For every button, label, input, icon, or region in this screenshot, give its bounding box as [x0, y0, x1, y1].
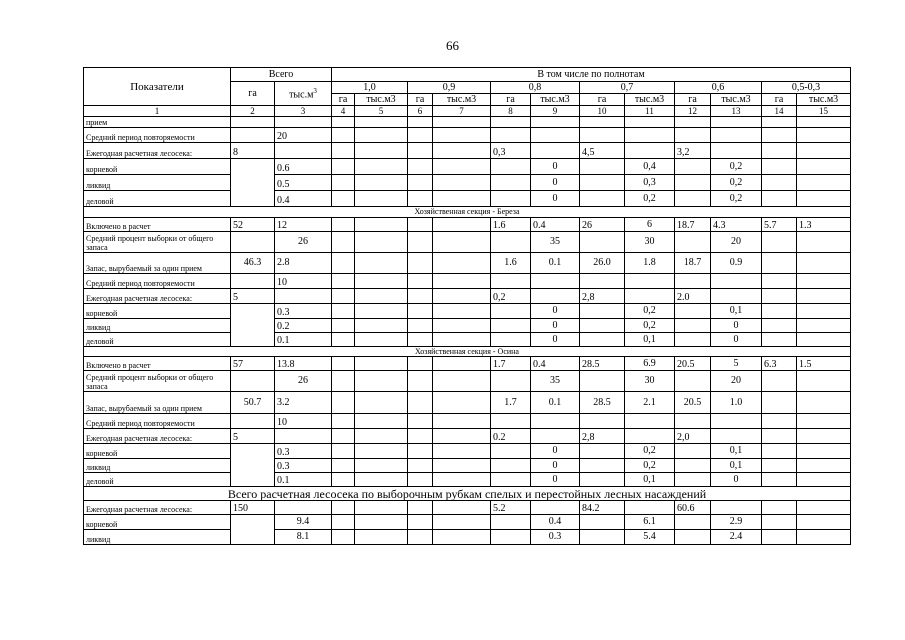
table-row — [84, 143, 851, 159]
table-row — [84, 501, 851, 515]
cell: 0,4 — [625, 159, 675, 175]
cell: 5.2 — [491, 501, 531, 515]
table-row — [84, 414, 851, 429]
subheader-ha: га — [408, 94, 433, 106]
row-label: деловой — [84, 473, 231, 487]
cell: 2.9 — [711, 515, 762, 530]
cell: 0 — [711, 319, 762, 333]
column-number: 15 — [797, 106, 851, 117]
cell: 0 — [531, 444, 580, 459]
row-label: Ежегодная расчетная лесосека: — [84, 501, 231, 515]
row-label: Запас, вырубаемый за один прием — [84, 392, 231, 414]
cell: 0,1 — [625, 333, 675, 347]
cell: 50.7 — [231, 392, 275, 414]
cell: 57 — [231, 357, 275, 371]
cell: 18.7 — [675, 253, 711, 274]
cell: 1.6 — [491, 253, 531, 274]
cell: 0,2 — [625, 191, 675, 207]
cell: 0.1 — [531, 253, 580, 274]
cell: 0,1 — [625, 473, 675, 487]
cell: 10 — [275, 274, 332, 289]
cell: 0,2 — [711, 159, 762, 175]
header-density-4: 0,7 — [580, 82, 675, 94]
cell: 4.3 — [711, 218, 762, 232]
cell: 12 — [275, 218, 332, 232]
header-density-1: 1,0 — [332, 82, 408, 94]
cell: 0.2 — [275, 319, 332, 333]
table-row — [84, 117, 851, 128]
cell: 0 — [711, 473, 762, 487]
table-row — [84, 289, 851, 304]
subheader-ha: га — [332, 94, 355, 106]
cell: 0,2 — [625, 459, 675, 473]
cell: 9.4 — [275, 515, 332, 530]
cell: 1.7 — [491, 392, 531, 414]
cell: 52 — [231, 218, 275, 232]
table-row — [84, 473, 851, 487]
column-number: 10 — [580, 106, 625, 117]
cell: 0.4 — [531, 218, 580, 232]
column-number: 8 — [491, 106, 531, 117]
cell: 2.0 — [675, 289, 711, 304]
cell: 2.8 — [275, 253, 332, 274]
cell: 0 — [531, 459, 580, 473]
cell: 0,1 — [711, 444, 762, 459]
cell: 0.1 — [275, 473, 332, 487]
subheader-m3: тыс.м3 — [433, 94, 491, 106]
column-number: 9 — [531, 106, 580, 117]
cell: 84.2 — [580, 501, 625, 515]
cell: 0 — [531, 175, 580, 191]
cell: 1.8 — [625, 253, 675, 274]
cell: 3,2 — [675, 143, 711, 159]
table-row — [84, 333, 851, 347]
cell: 0 — [711, 333, 762, 347]
subheader-ha: га — [675, 94, 711, 106]
section-title-aspen: Хозяйственная секция - Осина — [84, 347, 851, 357]
cell: 3.2 — [275, 392, 332, 414]
column-number: 1 — [84, 106, 231, 117]
row-label: Средний период повторяемости — [84, 128, 231, 143]
cell: 2,0 — [675, 429, 711, 444]
cell: 6.3 — [762, 357, 797, 371]
subheader-ha: га — [491, 94, 531, 106]
table-row — [84, 218, 851, 232]
cell: 0.9 — [711, 253, 762, 274]
cell: 30 — [625, 232, 675, 253]
table-row — [84, 128, 851, 143]
cell: 2,8 — [580, 429, 625, 444]
cell: 30 — [625, 371, 675, 392]
header-density-3: 0,8 — [491, 82, 580, 94]
subheader-m3: тыс.м3 — [625, 94, 675, 106]
row-label: Средний процент выборки от общего запаса — [84, 232, 231, 253]
cell: 0.3 — [275, 444, 332, 459]
row-label: ликвид — [84, 319, 231, 333]
header-indicators: Показатели — [84, 68, 231, 106]
row-label: Включено в расчет — [84, 218, 231, 232]
subheader-m3: тыс.м3 — [531, 94, 580, 106]
row-label: ликвид — [84, 459, 231, 473]
row-label: деловой — [84, 333, 231, 347]
row-label: Средний период повторяемости — [84, 414, 231, 429]
cell: 26 — [275, 371, 332, 392]
cell: 6.9 — [625, 357, 675, 371]
cell: 1.5 — [797, 357, 851, 371]
header-density-6: 0,5-0,3 — [762, 82, 851, 94]
cell: 1.3 — [797, 218, 851, 232]
row-label: корневой — [84, 515, 231, 530]
cell: 0.5 — [275, 175, 332, 191]
table-row — [84, 459, 851, 473]
cell: 26 — [275, 232, 332, 253]
cell: 0.2 — [491, 429, 531, 444]
row-label: прием — [84, 117, 231, 128]
cell: 26.0 — [580, 253, 625, 274]
cell: 35 — [531, 232, 580, 253]
subheader-ha: га — [580, 94, 625, 106]
cell: 0.6 — [275, 159, 332, 175]
row-label: Запас, вырубаемый за один прием — [84, 253, 231, 274]
table-row — [84, 371, 851, 392]
column-number: 5 — [355, 106, 408, 117]
column-number: 7 — [433, 106, 491, 117]
table-row — [84, 530, 851, 545]
table-row — [84, 159, 851, 175]
cell: 0.4 — [531, 357, 580, 371]
cell: 6.1 — [625, 515, 675, 530]
table-row — [84, 304, 851, 319]
cell: 0,2 — [711, 175, 762, 191]
column-number: 13 — [711, 106, 762, 117]
cell: 28.5 — [580, 392, 625, 414]
table-row — [84, 232, 851, 253]
cell: 26 — [580, 218, 625, 232]
cell: 4,5 — [580, 143, 625, 159]
column-number: 3 — [275, 106, 332, 117]
cell: 20 — [711, 371, 762, 392]
cell: 150 — [231, 501, 275, 515]
cell: 2,8 — [580, 289, 625, 304]
cell: 0.1 — [531, 392, 580, 414]
cell: 0,2 — [625, 319, 675, 333]
table-row — [84, 392, 851, 414]
cell: 1.0 — [711, 392, 762, 414]
column-number: 4 — [332, 106, 355, 117]
row-label: деловой — [84, 191, 231, 207]
row-label: Средний период повторяемости — [84, 274, 231, 289]
cell: 0,1 — [711, 304, 762, 319]
table-row — [84, 515, 851, 530]
subheader-m3: тыс.м3 — [355, 94, 408, 106]
column-number: 12 — [675, 106, 711, 117]
cell: 35 — [531, 371, 580, 392]
cell: 8.1 — [275, 530, 332, 545]
column-number: 14 — [762, 106, 797, 117]
cell: 0.4 — [531, 515, 580, 530]
subheader-m3: тыс.м3 — [711, 94, 762, 106]
cell: 6 — [625, 218, 675, 232]
header-ha: га — [231, 82, 275, 106]
cell: 0,2 — [491, 289, 531, 304]
section-title-birch: Хозяйственная секция - Береза — [84, 207, 851, 218]
table-row — [84, 357, 851, 371]
header-density-2: 0,9 — [408, 82, 491, 94]
cell: 0.3 — [531, 530, 580, 545]
cell: 46.3 — [231, 253, 275, 274]
cell: 0.4 — [275, 191, 332, 207]
column-number: 6 — [408, 106, 433, 117]
row-label: ликвид — [84, 175, 231, 191]
cell: 0 — [531, 333, 580, 347]
cell: 0 — [531, 159, 580, 175]
row-label: Ежегодная расчетная лесосека: — [84, 143, 231, 159]
table-row — [84, 429, 851, 444]
cell: 0,3 — [491, 143, 531, 159]
cell: 18.7 — [675, 218, 711, 232]
page-number: 66 — [446, 38, 459, 53]
cell: 20 — [711, 232, 762, 253]
cell: 2.4 — [711, 530, 762, 545]
cell: 0,2 — [711, 191, 762, 207]
cell: 0,3 — [625, 175, 675, 191]
cell: 13.8 — [275, 357, 332, 371]
column-number: 11 — [625, 106, 675, 117]
row-label: Средний процент выборки от общего запаса — [84, 371, 231, 392]
cell: 20.5 — [675, 357, 711, 371]
table-row — [84, 444, 851, 459]
row-label: корневой — [84, 444, 231, 459]
cell: 5.7 — [762, 218, 797, 232]
row-label: корневой — [84, 304, 231, 319]
cell: 5.4 — [625, 530, 675, 545]
row-label: Ежегодная расчетная лесосека: — [84, 429, 231, 444]
header-by-density: В том числе по полнотам — [332, 68, 851, 82]
header-density-5: 0,6 — [675, 82, 762, 94]
cell: 20 — [275, 128, 332, 143]
row-label: Ежегодная расчетная лесосека: — [84, 289, 231, 304]
row-label: корневой — [84, 159, 231, 175]
cell: 0 — [531, 473, 580, 487]
row-label: ликвид — [84, 530, 231, 545]
allowable-cut-table — [83, 67, 851, 545]
cell: 0.3 — [275, 304, 332, 319]
cell: 5 — [231, 429, 275, 444]
row-label: Включено в расчет — [84, 357, 231, 371]
header-total: Всего — [231, 68, 332, 82]
cell: 0,2 — [625, 444, 675, 459]
section-title-total: Всего расчетная лесосека по выборочным рубкам спелых и перестойных лесных насаждений — [84, 487, 851, 501]
cell: 60.6 — [675, 501, 711, 515]
cell: 0,2 — [625, 304, 675, 319]
cell: 10 — [275, 414, 332, 429]
cell: 0 — [531, 304, 580, 319]
header-thous-m3: $тыс.м^3$ — [275, 82, 332, 106]
table-row — [84, 253, 851, 274]
cell: 20.5 — [675, 392, 711, 414]
subheader-m3: тыс.м3 — [797, 94, 851, 106]
cell: 2.1 — [625, 392, 675, 414]
table-row — [84, 175, 851, 191]
cell: 8 — [231, 143, 275, 159]
cell: 0.3 — [275, 459, 332, 473]
cell: 1.7 — [491, 357, 531, 371]
cell: 5 — [231, 289, 275, 304]
cell: 0,1 — [711, 459, 762, 473]
cell: 1.6 — [491, 218, 531, 232]
subheader-ha: га — [762, 94, 797, 106]
cell: 0 — [531, 319, 580, 333]
cell: 5 — [711, 357, 762, 371]
table-row — [84, 191, 851, 207]
cell: 0 — [531, 191, 580, 207]
table-row — [84, 274, 851, 289]
cell: 0.1 — [275, 333, 332, 347]
column-number: 2 — [231, 106, 275, 117]
table-row — [84, 319, 851, 333]
cell: 28.5 — [580, 357, 625, 371]
